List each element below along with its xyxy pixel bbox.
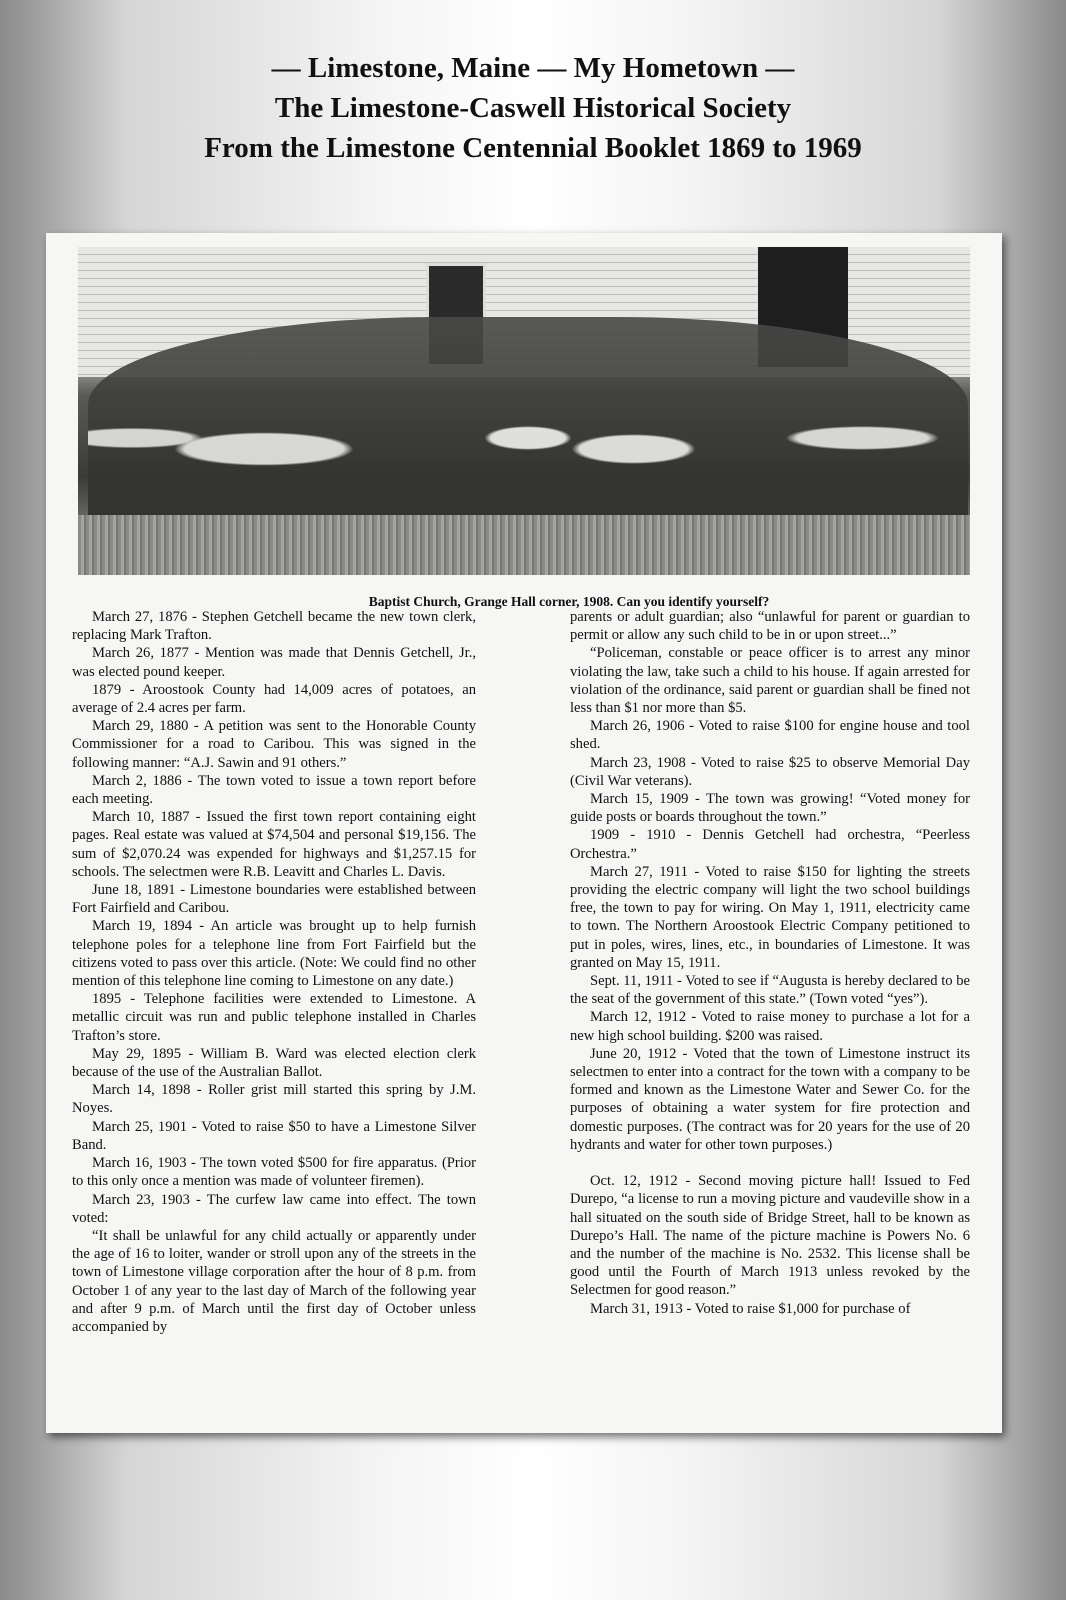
paragraph: March 27, 1876 - Stephen Getchell became the new town clerk, replacing Mark Trafton. — [72, 609, 476, 644]
paragraph: March 10, 1887 - Issued the first town report containing eight pages. Real estate was valued at $74,504 and personal $19,156. The sum of $2,070.24 was expended for highways and $1,257.15 for schools. The selectmen were R.B. Leavitt and Charles L. Davis. — [72, 809, 476, 880]
paragraph: Oct. 12, 1912 - Second moving picture hall! Issued to Fed Durepo, “a license to run a moving picture and vaudeville show in a hall situated on the south side of Bridge Street, hall to be known as Durepo’s Hall. The name of the picture machine is Powers No. 6 and the number of the machine is No. 2532. This license shall be good until the Fourth of March 1913 unless revoked by the Selectmen for good reason.” — [570, 1173, 970, 1299]
paragraph: March 23, 1908 - Voted to raise $25 to observe Memorial Day (Civil War veterans). — [570, 754, 970, 789]
header-title-line2: The Limestone-Caswell Historical Society — [274, 92, 792, 124]
crowd-of-people — [88, 317, 968, 537]
paragraph: March 2, 1886 - The town voted to issue a town report before each meeting. — [72, 772, 476, 808]
paragraph: June 18, 1891 - Limestone boundaries were established between Fort Fairfield and Caribou. — [72, 882, 476, 917]
paragraph: March 16, 1903 - The town voted $500 for fire apparatus. (Prior to this only once a mention was made of volunteer firemen). — [72, 1155, 476, 1190]
photo-caption: Baptist Church, Grange Hall corner, 1908. Can you identify yourself? — [368, 594, 770, 609]
paragraph: March 12, 1912 - Voted to raise money to purchase a lot for a new high school building. $200 was raised. — [570, 1009, 970, 1044]
paragraph: March 27, 1911 - Voted to raise $150 for lighting the streets providing the electric company will light the two school buildings free, the town to pay for wiring. On May 1, 1911, electricity came to town. The Northern Aroostook Electric Company petitioned to put in poles, wires, lines, etc., in boundaries of Limestone. It was granted on May 15, 1911. — [570, 863, 970, 971]
paragraph: March 31, 1913 - Voted to raise $1,000 for purchase of — [590, 1300, 911, 1317]
paragraph: 1909 - 1910 - Dennis Getchell had orchestra, “Peerless Orchestra.” — [570, 827, 970, 862]
paragraph: parents or adult guardian; also “unlawful for parent or guardian to permit or allow any such child to be in or upon street...” — [570, 609, 970, 644]
paragraph: March 23, 1903 - The curfew law came into effect. The town voted: — [72, 1191, 476, 1226]
paragraph: March 19, 1894 - An article was brought up to help furnish telephone poles for a telephone line from Fort Fairfield but the citizens voted to pass over this article. (Note: We could find no other mention of this telephone line coming to Limestone on any date.) — [72, 918, 476, 990]
right-column — [570, 608, 970, 1318]
historic-group-photo — [78, 247, 970, 575]
paragraph: March 29, 1880 - A petition was sent to the Honorable County Commissioner for a road to Caribou. This was signed in the following manner: “A.J. Sawin and 91 others.” — [72, 718, 476, 771]
paragraph: “It shall be unlawful for any child actually or apparently under the age of 16 to loiter, wander or stroll upon any of the streets in the town of Limestone village corporation after the hour of 8 p.m. from October 1 of any year to the last day of March of the following year and after 9 p.m. of March until the first day of October unless accompanied by — [72, 1227, 476, 1335]
ground — [78, 515, 970, 575]
paragraph: March 25, 1901 - Voted to raise $50 to have a Limestone Silver Band. — [72, 1118, 476, 1153]
paragraph: March 26, 1877 - Mention was made that Dennis Getchell, Jr., was elected pound keeper. — [72, 645, 476, 680]
page-header — [0, 48, 1066, 168]
paragraph: “Policeman, constable or peace officer is to arrest any minor violating the law, take such a child to his house. If again arrested for violation of the ordinance, said parent or guardian shall be fined not less than $1 nor more than $5. — [570, 645, 970, 717]
paragraph: March 14, 1898 - Roller grist mill started this spring by J.M. Noyes. — [72, 1082, 476, 1117]
paragraph: Sept. 11, 1911 - Voted to see if “Augusta is hereby declared to be the seat of the government of this state.” (Town voted “yes”). — [570, 973, 970, 1008]
paragraph: June 20, 1912 - Voted that the town of Limestone instruct its selectmen to enter into a contract for the town with a company to be formed and known as the Limestone Water and Sewer Co. for the purposes of obtaining a water system for fire protection and domestic purposes. (The contract was for 20 years for the use of 20 hydrants and water for other town purposes.) — [570, 1045, 970, 1153]
header-title-line3: From the Limestone Centennial Booklet 1869 to 1969 — [204, 132, 862, 164]
header-title-line1: — Limestone, Maine — My Hometown — — [271, 52, 795, 84]
paragraph: March 15, 1909 - The town was growing! “Voted money for guide posts or boards throughout the town.” — [570, 791, 970, 826]
booklet-page — [46, 233, 1002, 1433]
paragraph: 1879 - Aroostook County had 14,009 acres of potatoes, an average of 2.4 acres per farm. — [72, 681, 476, 717]
paragraph: 1895 - Telephone facilities were extended to Limestone. A metallic circuit was run and public telephone installed in Charles Trafton’s store. — [72, 991, 476, 1044]
paragraph: May 29, 1895 - William B. Ward was elected election clerk because of the use of the Australian Ballot. — [72, 1045, 476, 1081]
paragraph: March 26, 1906 - Voted to raise $100 for engine house and tool shed. — [570, 718, 970, 753]
left-column — [72, 608, 476, 1336]
